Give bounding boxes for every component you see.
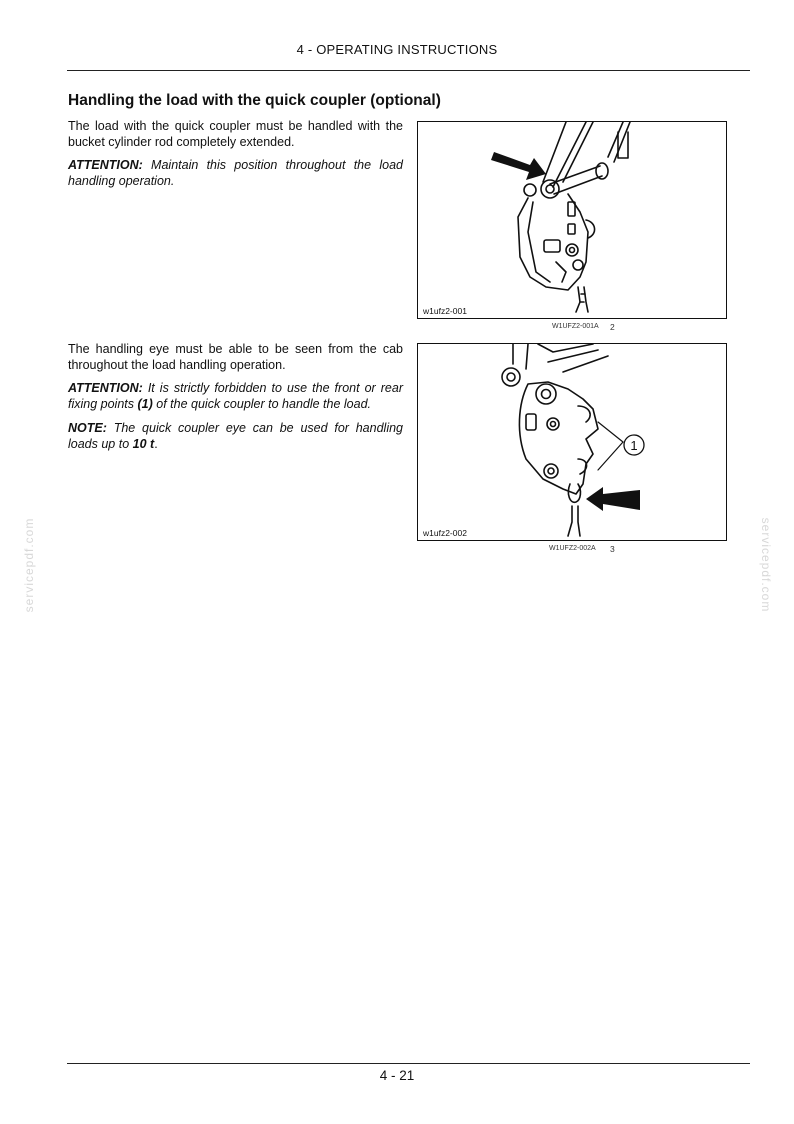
watermark-left: servicepdf.com <box>22 517 36 613</box>
figure-id: w1ufz2-001 <box>423 306 467 316</box>
figure-reference: W1UFZ2-001A <box>552 323 599 330</box>
figure-reference: W1UFZ2-002A <box>549 545 596 552</box>
figure-quick-coupler-rod <box>417 121 727 319</box>
callout-reference: (1) <box>137 397 153 411</box>
footer-rule <box>67 1063 750 1064</box>
arrow-pointer-icon <box>491 152 546 180</box>
note-label: NOTE: <box>68 421 107 435</box>
header-rule <box>67 70 750 71</box>
figure-number: 2 <box>610 322 615 332</box>
figure-number: 3 <box>610 544 615 554</box>
paragraph-rod-extended: The load with the quick coupler must be handled with the bucket cylinder rod completely extended. <box>68 119 403 149</box>
arrow-pointer-icon <box>586 487 640 511</box>
note-text: The quick coupler eye can be used for handling loads up to <box>68 421 403 451</box>
paragraph-handling-eye: The handling eye must be able to be seen from the cab throughout the load handling operation. <box>68 342 403 372</box>
attention-paragraph-1 <box>68 157 403 189</box>
page-number: 4 - 21 <box>379 1068 415 1083</box>
note-end: . <box>154 437 158 451</box>
load-capacity-value: 10 t <box>132 437 155 451</box>
attention-label: ATTENTION: <box>68 158 143 172</box>
coupler-illustration-2 <box>418 344 726 540</box>
note-paragraph <box>68 420 403 452</box>
attention-text: It is strictly forbidden to use the front or rear fixing points <box>68 381 403 411</box>
coupler-illustration-1 <box>418 122 726 318</box>
figure-id: w1ufz2-002 <box>423 528 467 538</box>
attention-text-end: of the quick coupler to handle the load. <box>156 397 371 411</box>
page-header-title: 4 - OPERATING INSTRUCTIONS <box>296 42 498 57</box>
attention-text: Maintain this position throughout the load handling operation. <box>68 158 403 188</box>
watermark-right: servicepdf.com <box>759 517 773 613</box>
attention-paragraph-2 <box>68 380 403 412</box>
section-heading: Handling the load with the quick coupler (optional) <box>68 92 441 109</box>
callout-number: 1 <box>630 438 638 453</box>
attention-label: ATTENTION: <box>68 381 143 395</box>
figure-quick-coupler-eye <box>417 343 727 541</box>
